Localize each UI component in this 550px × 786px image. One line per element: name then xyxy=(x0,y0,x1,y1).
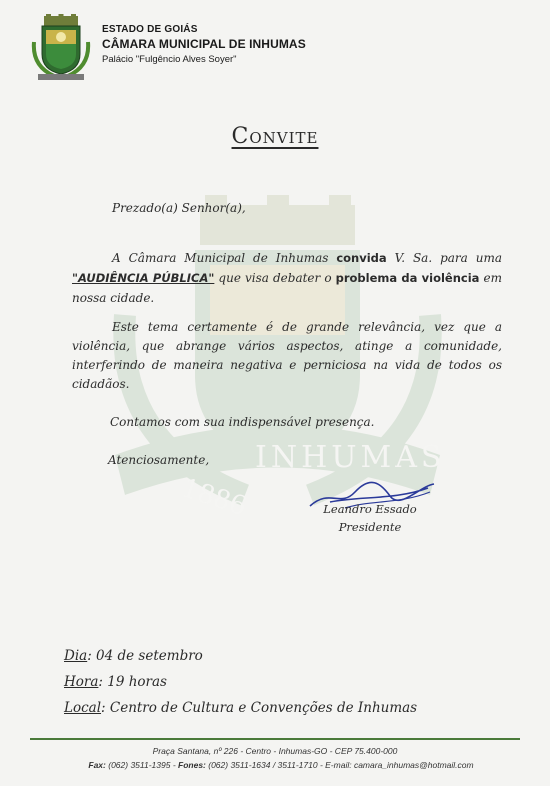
footer-contacts xyxy=(6,760,550,770)
watermark-town: INHUMAS xyxy=(255,440,446,475)
p1-keyword-topic: problema da violência xyxy=(335,271,480,285)
footer-divider xyxy=(30,738,520,740)
detail-place xyxy=(64,700,417,716)
p1-part2: V. Sa. para uma xyxy=(386,251,502,265)
place-label: Local xyxy=(64,700,102,716)
greeting: Prezado(a) Senhor(a), xyxy=(112,201,246,215)
palace-name: Palácio "Fulgêncio Alves Soyer" xyxy=(102,54,237,65)
fax-number: (062) 3511-1395 - xyxy=(105,760,179,770)
time-label: Hora xyxy=(64,674,99,690)
day-label: Dia xyxy=(64,648,88,664)
p1-event-name: "AUDIÊNCIA PÚBLICA" xyxy=(72,271,215,285)
email-label: E-mail: xyxy=(325,760,352,770)
place-value: : Centro de Cultura e Convenções de Inhumas xyxy=(101,700,418,716)
closing: Atenciosamente, xyxy=(108,453,210,467)
email-address: camara_inhumas@hotmail.com xyxy=(351,760,474,770)
signer-block xyxy=(300,500,440,536)
p1-part3: que visa debater o xyxy=(214,271,336,285)
signer-name: Leandro Essado xyxy=(323,502,417,516)
chamber-name: CÂMARA MUNICIPAL DE INHUMAS xyxy=(102,37,306,51)
paragraph-relevance: Este tema certamente é de grande relevância, vez que a violência, que abrange vários aspectos, atinge a comunidade, interferindo de maneira negativa e perniciosa na vida de todos os cidadãos. xyxy=(72,320,502,391)
paragraph-invitation xyxy=(72,248,502,308)
p1-part4: em nossa cidade. xyxy=(72,271,502,305)
fax-label: Fax: xyxy=(88,760,106,770)
phone-numbers: (062) 3511-1634 / 3511-1710 - xyxy=(205,760,326,770)
watermark-year: 1886 xyxy=(177,473,251,523)
coat-of-arms-icon xyxy=(30,14,92,82)
detail-day xyxy=(64,648,203,664)
paragraph-presence: Contamos com sua indispensável presença. xyxy=(110,415,375,429)
page-title xyxy=(0,124,550,149)
day-value: : 04 de setembro xyxy=(87,648,203,664)
detail-time xyxy=(64,674,167,690)
phones-label: Fones: xyxy=(178,760,206,770)
p1-part1: A Câmara Municipal de Inhumas xyxy=(112,251,337,265)
state-name: ESTADO DE GOIÁS xyxy=(102,24,198,35)
letterhead xyxy=(102,24,306,65)
footer-address: Praça Santana, nº 226 - Centro - Inhumas-GO - CEP 75.400-000 xyxy=(152,746,398,756)
title-text: Convite xyxy=(231,124,319,149)
signer-role: Presidente xyxy=(338,520,402,534)
p1-keyword-invites: convida xyxy=(336,251,387,265)
time-value: : 19 horas xyxy=(98,674,167,690)
